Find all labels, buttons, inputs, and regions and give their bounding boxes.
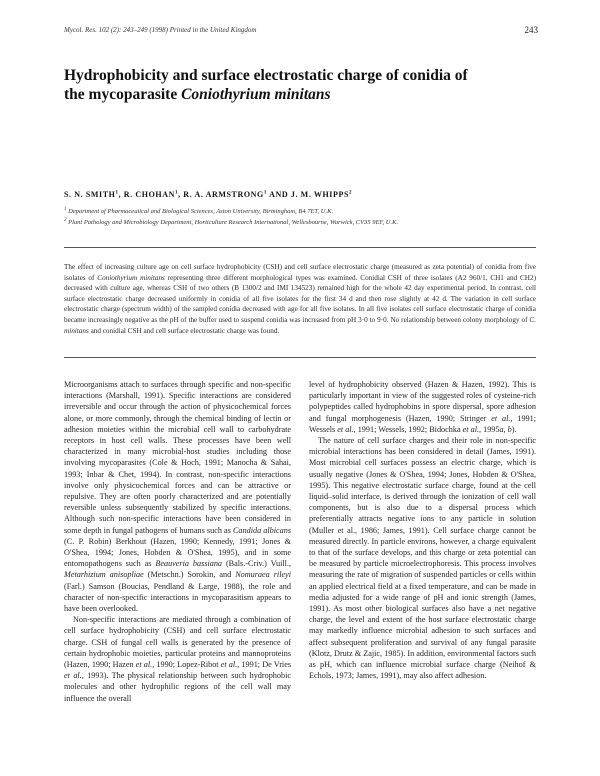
paragraph-text: Microorganisms attach to surfaces through specific and non-specific interactions (Marshall, 1991). Specific interactions are considered irreversible and occur through the action of physicochemical forces alone, or more commonly, through the chemical binding of lectin or adhesion moieties within the microbial cell wall to carbohydrate receptors in host cell walls. These processes have been well characterized in many microbial-host studies including those involving mycoparasites (Cole & Hoch, 1991; Manocha & Sahai, 1993; Inbar & Chet, 1994). In contrast, non-specific interactions involve only physicochemical forces and can be attractive or repulsive. They are often poorly characterized and are potentially reversible unless subsequently stabilized by specific interactions. Although such non-specific interactions have been considered in some depth in fungal pathogens of humans such as (64, 380, 291, 535)
paragraph-text: , 1991; Wessels (309, 413, 537, 434)
affiliation-2 (64, 218, 544, 226)
page-number: 243 (524, 25, 538, 35)
author-sup: 1 (175, 190, 179, 196)
paragraph-text: (Farl.) Samson (Boucias, Pendland & Large, 1988), the role and character of non-specific interactions in mycoparasitism appears to have been overlooked. (64, 581, 291, 614)
paragraph-text: Non-specific interactions are mediated through a combination of cell surface hydrophobicity (CSH) and cell surface electrostatic charge. CSH of fungal cell walls is generated by the presence of certain hydrophobic moieties, particular proteins and mannoproteins (Hazen, 1990; Hazen (64, 615, 291, 670)
divider-bottom (64, 357, 536, 358)
species-name: Candida albicans (232, 525, 291, 535)
title-line-2 (64, 85, 544, 104)
paragraph-text: (C. P. Robin) Berkhout (Hazen, 1990; Kennedy, 1991; Jones & O'Shea, 1994; Jones, Hobden & O'Shea, 1995), and in some entomopathogens such as (64, 536, 291, 569)
paragraph (64, 379, 291, 614)
abstract (64, 262, 536, 336)
citation-etal: et al. (491, 413, 511, 423)
abstract-species: Coniothyrium minitans (97, 273, 165, 282)
author-sup: 2 (349, 190, 353, 196)
citation-etal: et al. (135, 660, 153, 670)
author-name: , R. A. ARMSTRONG (178, 190, 264, 199)
title-line-1: Hydrophobicity and surface electrostatic charge of conidia of (64, 67, 468, 84)
affiliation-1 (64, 207, 544, 215)
paragraph (309, 379, 536, 435)
species-name: Nomuraea rileyi (235, 570, 292, 580)
species-name: Metarhizium anisopliae (64, 570, 144, 580)
citation-etal: et al. (462, 424, 480, 434)
affiliation-sup: 1 (64, 207, 67, 212)
paragraph: The nature of cell surface charges and their role in non-specific microbial interactions has been considered in detail (James, 1991). Most microbial cell surfaces possess an electric charge, which is usually negative (Jones & O'Shea, 1994; Jones, Hobden & O'Shea, 1995). This negative electrostatic surface charge, found at the cell liquid–solid interface, is derived through the ionization of cell wall components, but is also due to a dispersal process which preferentially attracts negative ions to any particle in solution (Muller et al., 1986; James, 1991). Cell surface charge cannot be measured directly. In particle environs, however, a charge equivalent to that of the surface develops, and this charge or zeta potential can be measured by particle microelectrophoresis. This process involves measuring the rate of migration of suspended particles or cells within an applied electrical field at a fixed temperature, and can be made in media adjusted for a wide range of pH and ionic strength (James, 1991). As most other biological surfaces also have a net negative charge, the level and extent of the host surface electrostatic charge may markedly influence microbial adhesion to such surfaces and affect subsequent proliferation and survival of any fungal parasite (Klotz, Drutz & Zajic, 1985). In addition, environmental factors such as pH, which can influence microbial surface charge (Neihof & Echols, 1973; James, 1991), may also affect adhesion. (309, 436, 536, 681)
paragraph-text: (Bals.-Criv.) Vuill., (222, 559, 292, 569)
paragraph-text: (Metschn.) Sorokin, and (143, 570, 236, 580)
author-list (64, 190, 352, 199)
paragraph (64, 614, 291, 704)
citation-suffix: a, b (499, 424, 512, 434)
author-name: AND J. M. WHIPPS (266, 190, 350, 199)
article-title (64, 66, 544, 104)
paragraph-text: , 1995 (479, 424, 500, 434)
running-head: Mycol. Res. 102 (2): 243–249 (1998) Printed in the United Kingdom (64, 26, 257, 34)
citation-etal: et al. (64, 671, 82, 681)
paragraph-text: ). (511, 424, 517, 434)
abstract-text: representing three different morphological types was examined. Conidial CSH of three isolates (A2 960/1, CH1 and CH2) decreased with culture age, whereas CSH of two others (B 1300/2 and IMI 134523) remained high for the whole 42 day experimental period. In contrast, cell surface electrostatic charge decreased uniformly in conidia of all five isolates for the first 34 d and then rose slightly at 42 d. The variation in cell surface electrostatic charge (spectrum width) of the sampled conidia decreased with age for all five isolates. In all five isolates cell surface electrostatic charge of conidia became increasingly negative as the pH of the buffer used to suspend conidia was increased from pH 3·0 to 9·0. No relationship between colony morphology of (64, 273, 536, 324)
body-column-right (309, 379, 536, 681)
title-line-2-prefix: the mycoparasite (64, 86, 182, 103)
author-name: S. N. SMITH (64, 190, 116, 199)
title-species: Coniothyrium minitans (181, 86, 331, 103)
author-sup: 1 (115, 190, 119, 196)
author-sup: 1 (263, 190, 267, 196)
citation-etal: et al. (220, 660, 238, 670)
abstract-text: and conidial CSH and cell surface electrostatic charge was found. (88, 326, 280, 335)
species-name: Beauveria bassiana (155, 559, 223, 569)
affiliation-text: Plant Pathology and Microbiology Department, Horticulture Research International, Wellesbourne, Warwick, CV35 9EF, U.K. (68, 219, 399, 227)
divider-top (64, 247, 536, 248)
body-column-left (64, 379, 291, 704)
paragraph-text: , 1991; De Vries (237, 660, 292, 670)
paragraph-text: , 1993). The physical relationship between such hydrophobic molecules and other hydrophilic regions of the cell wall may influence the overall (64, 671, 291, 703)
paragraph-text: level of hydrophobicity observed (Hazen & Hazen, 1992). This is particularly important in view of the suggested roles of cysteine-rich polypeptides called hydrophobins in spore dispersal, spore adhesion and fungal morphogenesis (Hazen, 1990; Stringer (309, 380, 536, 423)
abstract-species: C. minitans (64, 315, 536, 335)
paragraph-text: , 1991; Wessels, 1992; Bidochka (353, 424, 463, 434)
author-name: , R. CHOHAN (118, 190, 175, 199)
affiliation-text: Department of Pharmaceutical and Biological Sciences, Aston University, Birmingham, B4 7ET, U.K. (68, 208, 334, 216)
affiliation-sup: 2 (64, 218, 67, 223)
abstract-text: The effect of increasing culture age on cell surface hydrophobicity (CSH) and cell surface electrostatic charge (measured as zeta potential) of conidia from five isolates of (64, 263, 536, 282)
citation-etal: et al. (337, 424, 354, 434)
paragraph-text: , 1990; Lopez-Ribot (152, 660, 221, 670)
